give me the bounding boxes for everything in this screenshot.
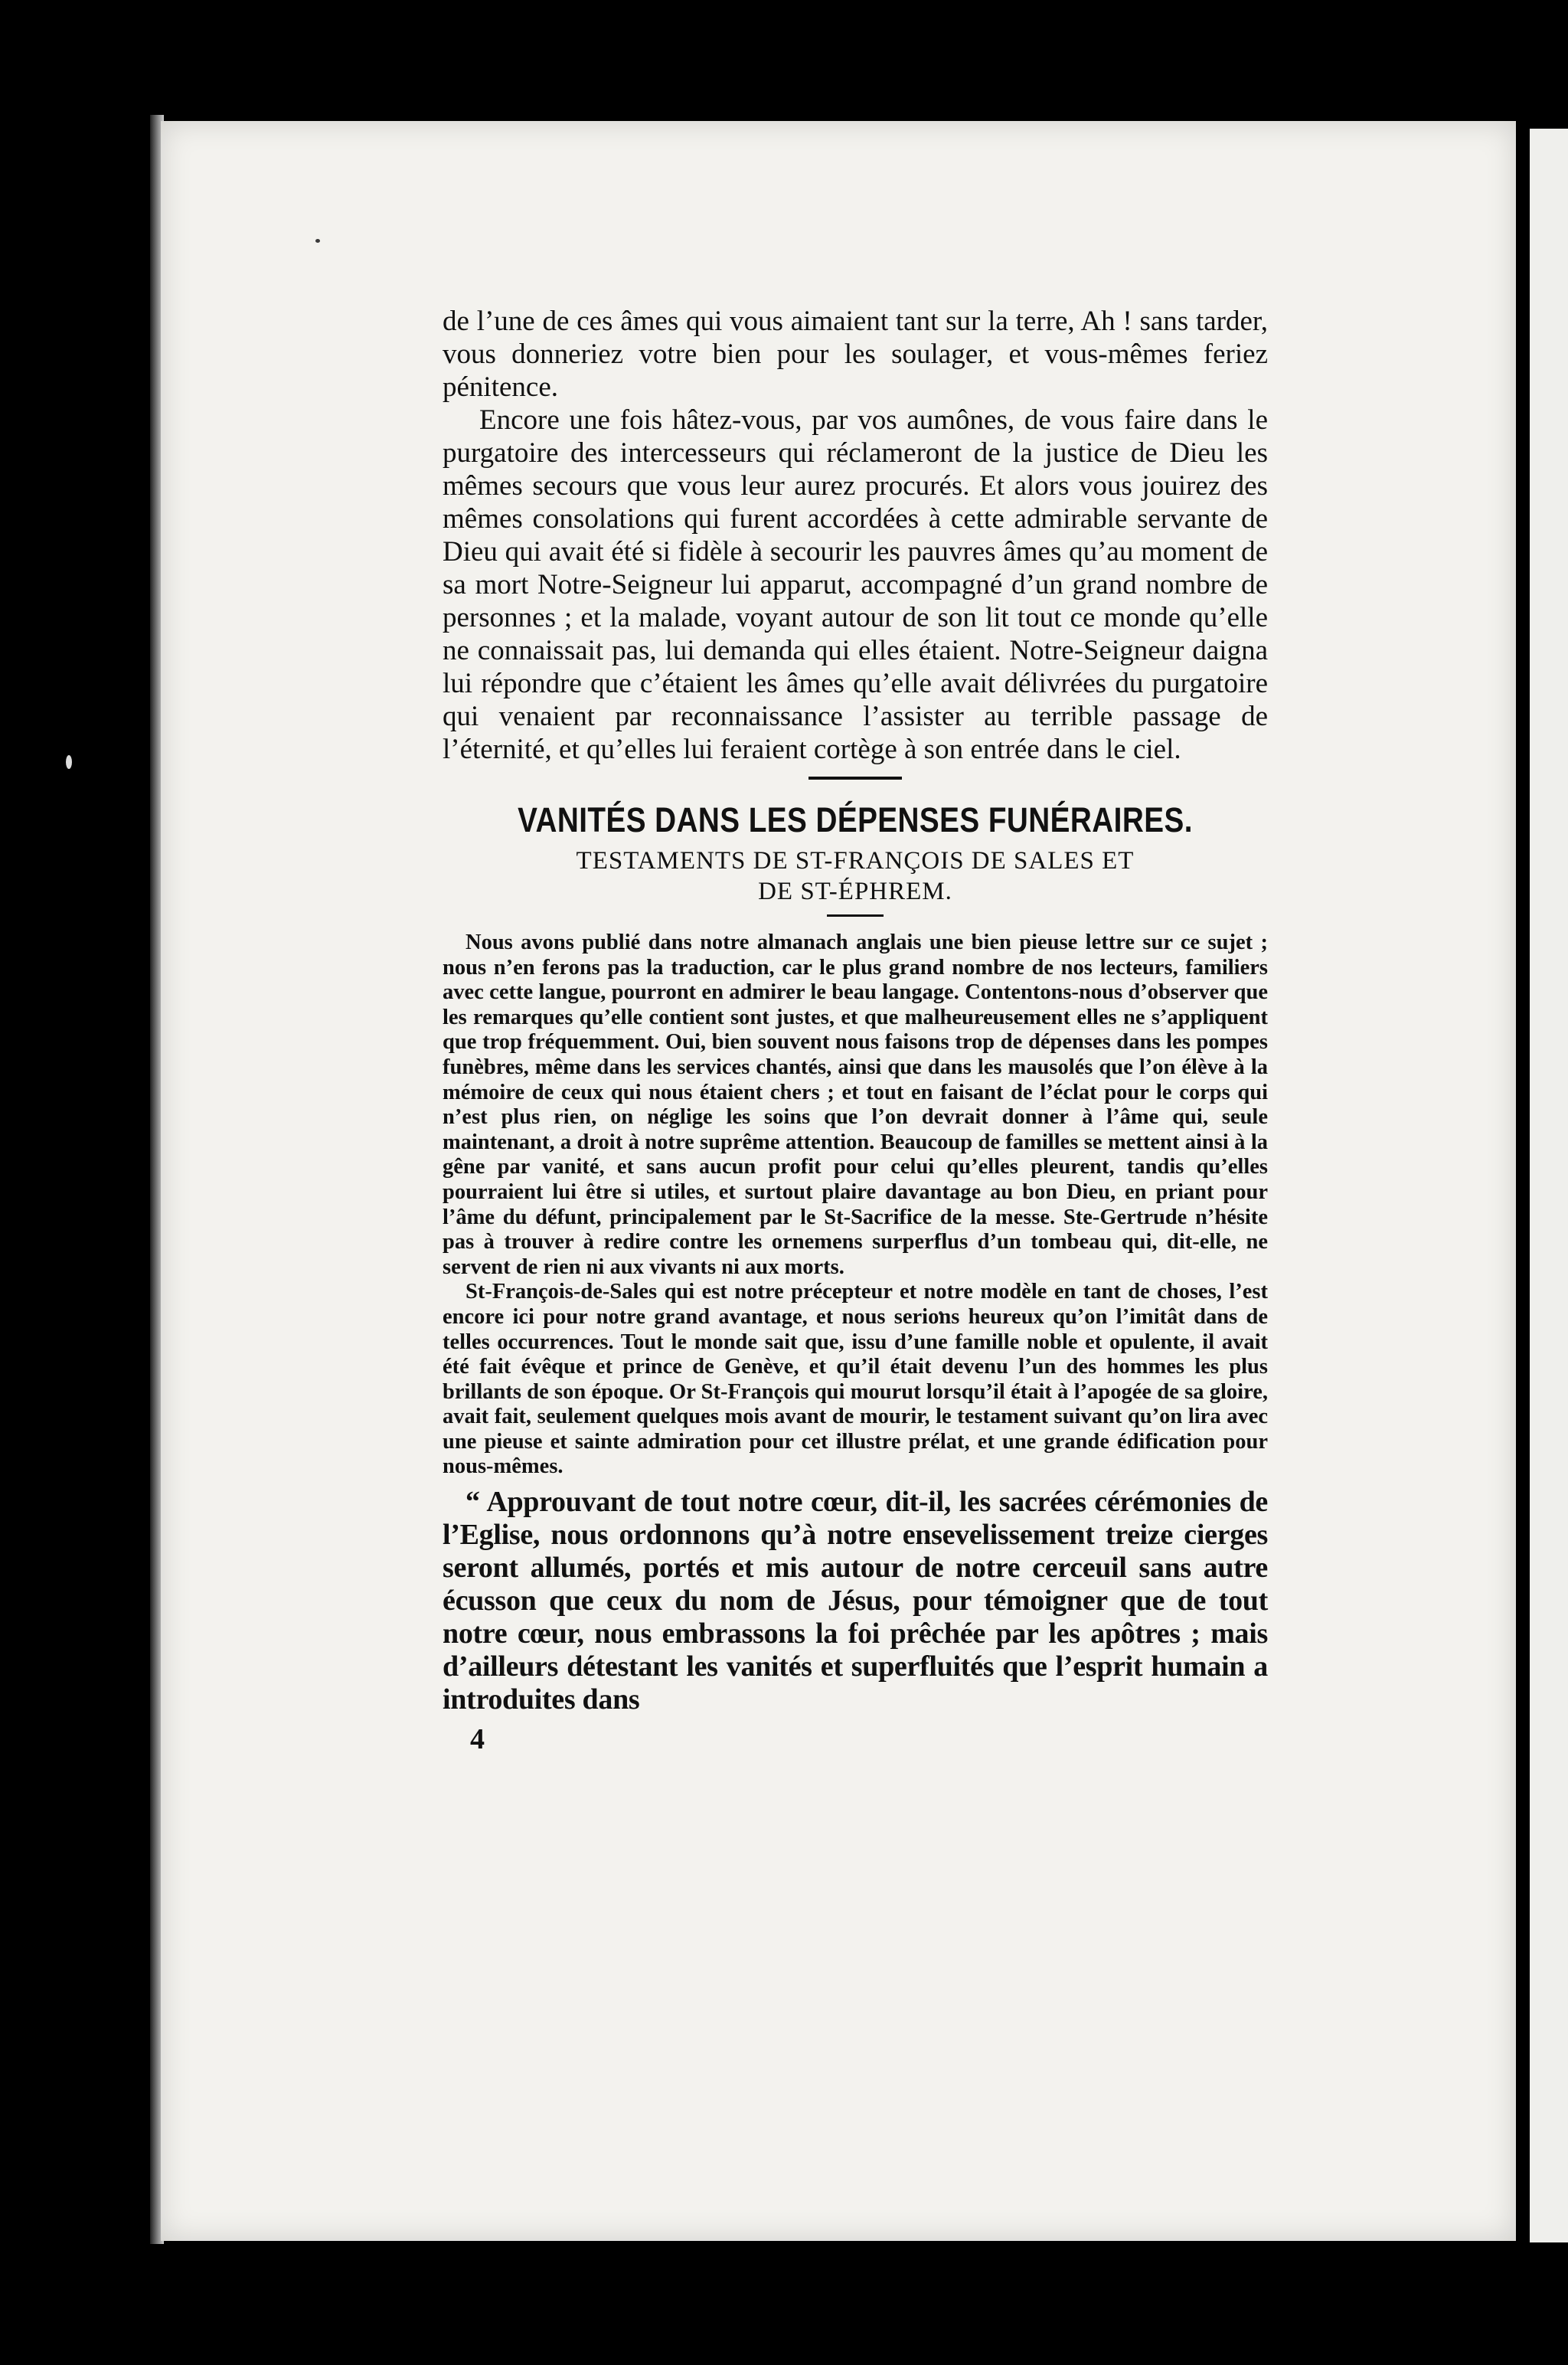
page-number: 4 (470, 1723, 485, 1756)
scan-speck (66, 755, 72, 769)
paragraph: “ Approuvant de tout notre cœur, dit-il, les sacrées cérémonies de l’Eglise, nous ordonnons qu’à notre ensevelissement treize cierges seront allumés, portés et mis autour de notre cerceuil sans autre écusson que ceux du nom de Jésus, pour témoigner que de tout notre cœur, nous embrassons la foi prêchée par les apôtres ; mais d’ailleurs détestant les vanités et superfluités que l’esprit humain a introduites dans (443, 1486, 1268, 1716)
subheading-line: DE ST-ÉPHREM. (758, 878, 952, 905)
paragraph: de l’une de ces âmes qui vous aimaient tant sur la terre, Ah ! sans tarder, vous donneriez votre bien pour les soulager, et vous-mêmes feriez pénitence. (443, 306, 1268, 403)
page-content (443, 305, 1268, 1756)
section-divider (808, 777, 902, 780)
scan-speck (315, 239, 320, 243)
paragraph: St-François-de-Sales qui est notre précepteur et notre modèle en tant de choses, l’est encore ici pour notre grand avantage, et nous serions heureux qu’on l’imitât dans de telles occurrences. Tout le monde sait que, issu d’une famille noble et opulente, il avait été fait évêque et prince de Genève, et qu’il était devenu l’un des hommes les plus brillants de son époque. Or St-François qui mourut lorsqu’il était à l’apogée de sa gloire, avait fait, seulement quelques mois avant de mourir, le testament suivant qu’on lira avec une pieuse et sainte admiration pour cet illustre prélat, et une grande édification pour nous-mêmes. (443, 1280, 1268, 1479)
quoted-testament (443, 1486, 1268, 1716)
subheading-line: TESTAMENTS DE ST-FRANÇOIS DE SALES ET (576, 847, 1135, 875)
section-heading: VANITÉS DANS LES DÉPENSES FUNÉRAIRES. (518, 800, 1193, 839)
section-subheading (443, 846, 1268, 907)
adjacent-page-edge (1530, 129, 1568, 2242)
small-print-text (443, 931, 1268, 1480)
page-gap (1517, 121, 1530, 2242)
body-text (443, 305, 1268, 766)
subheading-divider (827, 914, 884, 917)
paragraph: Nous avons publié dans notre almanach anglais une bien pieuse lettre sur ce sujet ; nous n’en ferons pas la traduction, car le plus grand nombre de nos lecteurs, familiers avec cette langue, pourront en admirer le beau langage. Contentons-nous d’observer que les remarques qu’elle contient sont justes, et que malheureusement elles ne s’appliquent que trop fréquemment. Oui, bien souvent nous faisons trop de dépenses dans les pompes funèbres, même dans les services chantés, ainsi que dans les mausolés que l’on élève à la mémoire de ceux qui nous étaient chers ; et tout en faisant de l’éclat pour le corps qui n’est plus rien, on néglige les soins que l’on devrait donner à l’âme qui, seule maintenant, a droit à notre suprême attention. Beaucoup de familles se mettent ainsi à la gêne par vanité, et sans aucun profit pour celui qu’elles pleurent, tandis qu’elles pourraient lui être si utiles, et surtout plaire davantage au bon Dieu, en priant pour l’âme du défunt, principalement par le St-Sacrifice de la messe. Ste-Gertrude n’hésite pas à trouver à redire contre les ornemens surperflus d’un tombeau qui, dit-elle, ne servent de rien ni aux vivants ni aux morts. (443, 931, 1268, 1279)
paragraph: Encore une fois hâtez-vous, par vos aumônes, de vous faire dans le purgatoire des intercesseurs qui réclameront de la justice de Dieu les mêmes secours que vous leur aurez procurés. Et alors vous jouirez des mêmes consolations qui furent accordées à cette admirable servante de Dieu qui avait été si fidèle à secourir les pauvres âmes qu’au moment de sa mort Notre-Seigneur lui apparut, accompagné d’un grand nombre de personnes ; et la malade, voyant autour de son lit tout ce monde qu’elle ne connaissait pas, lui demanda qui elles étaient. Notre-Seigneur daigna lui répondre que c’étaient les âmes qu’elle avait délivrées du purgatoire qui venaient par reconnaissance l’assister au terrible passage de l’éternité, et qu’elles lui feraient cortège à son entrée dans le ciel. (443, 404, 1268, 765)
